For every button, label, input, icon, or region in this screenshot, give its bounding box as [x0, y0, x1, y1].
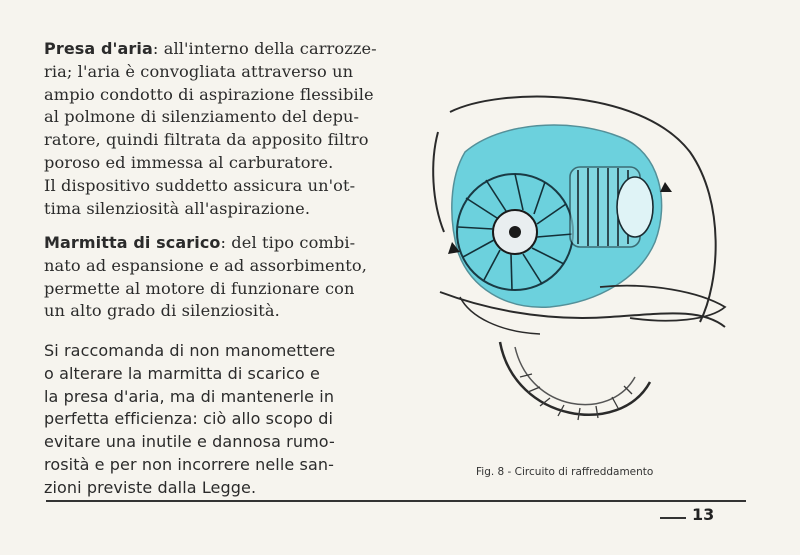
- heading-exhaust: Marmitta di scarico: [44, 233, 221, 252]
- text-line: ratore, quindi filtrata da apposito filtro: [44, 130, 369, 150]
- text-line: : all'interno della carrozze-: [152, 39, 377, 58]
- text-line: un alto grado di silenziosità.: [44, 301, 280, 321]
- text-line: tima silenziosità all'aspirazione.: [44, 198, 311, 218]
- heading-air-intake: Presa d'aria: [44, 39, 153, 58]
- paragraph-exhaust: [44, 232, 389, 323]
- text-line: ampio condotto di aspirazione flessibile: [44, 84, 374, 104]
- text-line: perfetta efficienza: ciò allo scopo di: [44, 409, 333, 429]
- text-line: o alterare la marmitta di scarico e: [44, 363, 320, 383]
- engine-cooling-illustration: [420, 92, 750, 452]
- text-line: la presa d'aria, ma di mantenerle in: [44, 386, 335, 406]
- text-line: zioni previste dalla Legge.: [44, 477, 257, 497]
- text-line: evitare una inutile e dannosa rumo-: [44, 432, 335, 452]
- text-line: ria; l'aria è convogliata attraverso un: [44, 61, 354, 81]
- text-line: rosità e per non incorrere nelle san-: [44, 454, 334, 474]
- text-line: poroso ed immessa al carburatore.: [44, 152, 334, 172]
- text-line: nato ad espansione e ad assorbimento,: [44, 255, 367, 275]
- page-number-dash: [660, 517, 686, 519]
- text-line: permette al motore di funzionare con: [44, 278, 355, 298]
- text-line: Il dispositivo suddetto assicura un'ot-: [44, 175, 356, 195]
- wheel: [500, 342, 650, 420]
- text-line: : del tipo combi-: [220, 233, 356, 252]
- page-number: 13: [692, 505, 715, 524]
- text-line: al polmone di silenziamento del depu-: [44, 107, 360, 127]
- cylinder-fins: [570, 167, 653, 247]
- paragraph-recommendation: [44, 340, 389, 500]
- text-line: Si raccomanda di non manomettere: [44, 341, 336, 360]
- figure-caption: Fig. 8 - Circuito di raffreddamento: [476, 466, 654, 478]
- paragraph-air-intake: [44, 38, 389, 220]
- footer-rule: [46, 500, 746, 502]
